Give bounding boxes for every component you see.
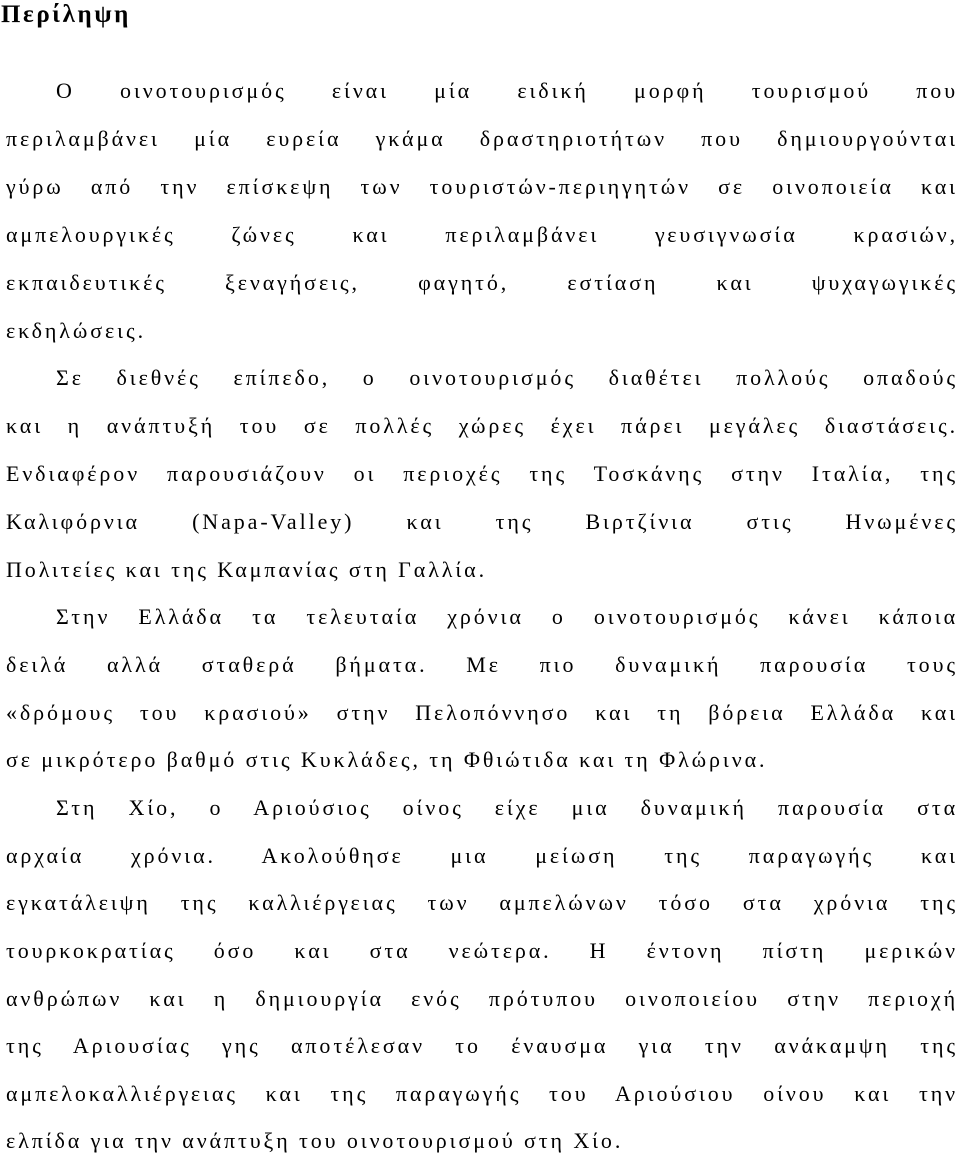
text-line: Πολιτείες και της Καμπανίας στη Γαλλία. — [6, 557, 488, 582]
text-line: σε μικρότερο βαθμό στις Κυκλάδες, τη Φθιώτιδα και τη Φλώρινα. — [6, 747, 768, 772]
text-line: Καλιφόρνια (Napa-Valley) και της Βιρτζίνια στις Ηνωμένες — [6, 509, 958, 534]
text-line: εκπαιδευτικές ξεναγήσεις, φαγητό, εστίαση και ψυχαγωγικές — [6, 270, 958, 295]
text-line: Στη Χίο, ο Αριούσιος οίνος είχε μια δυναμική παρουσία στα — [56, 795, 958, 820]
text-line: Ο οινοτουρισμός είναι μία ειδική μορφή τουρισμού που — [56, 78, 958, 103]
text-line: εκδηλώσεις. — [6, 318, 146, 343]
text-line: «δρόμους του κρασιού» στην Πελοπόννησο και τη βόρεια Ελλάδα και — [6, 700, 958, 725]
text-line: αμπελοκαλλιέργειας και της παραγωγής του Αριούσιου οίνου και την — [6, 1081, 958, 1106]
text-line: Σε διεθνές επίπεδο, ο οινοτουρισμός διαθέτει πολλούς οπαδούς — [56, 365, 958, 390]
text-line: δειλά αλλά σταθερά βήματα. Με πιο δυναμική παρουσία τους — [6, 652, 958, 677]
text-line: ελπίδα για την ανάπτυξη του οινοτουρισμού στη Χίο. — [6, 1128, 624, 1153]
text-line: της Αριουσίας γης αποτέλεσαν το έναυσμα για την ανάκαμψη της — [6, 1033, 958, 1058]
text-line: αμπελουργικές ζώνες και περιλαμβάνει γευσιγνωσία κρασιών, — [6, 222, 958, 247]
text-line: και η ανάπτυξή του σε πολλές χώρες έχει πάρει μεγάλες διαστάσεις. — [6, 413, 958, 438]
text-line: Ενδιαφέρον παρουσιάζουν οι περιοχές της Τοσκάνης στην Ιταλία, της — [6, 461, 958, 486]
text-line: ανθρώπων και η δημιουργία ενός πρότυπου οινοποιείου στην περιοχή — [6, 986, 958, 1011]
text-line: εγκατάλειψη της καλλιέργειας των αμπελώνων τόσο στα χρόνια της — [6, 890, 958, 915]
text-line: Στην Ελλάδα τα τελευταία χρόνια ο οινοτουρισμός κάνει κάποια — [56, 604, 958, 629]
text-line: τουρκοκρατίας όσο και στα νεώτερα. Η έντονη πίστη μερικών — [6, 938, 958, 963]
page-title: Περίληψη — [1, 1, 131, 28]
text-line: αρχαία χρόνια. Ακολούθησε μια μείωση της παραγωγής και — [6, 843, 958, 868]
text-line: γύρω από την επίσκεψη των τουριστών-περιηγητών σε οινοποιεία και — [6, 174, 958, 199]
text-line: περιλαμβάνει μία ευρεία γκάμα δραστηριοτήτων που δημιουργούνται — [6, 126, 958, 151]
